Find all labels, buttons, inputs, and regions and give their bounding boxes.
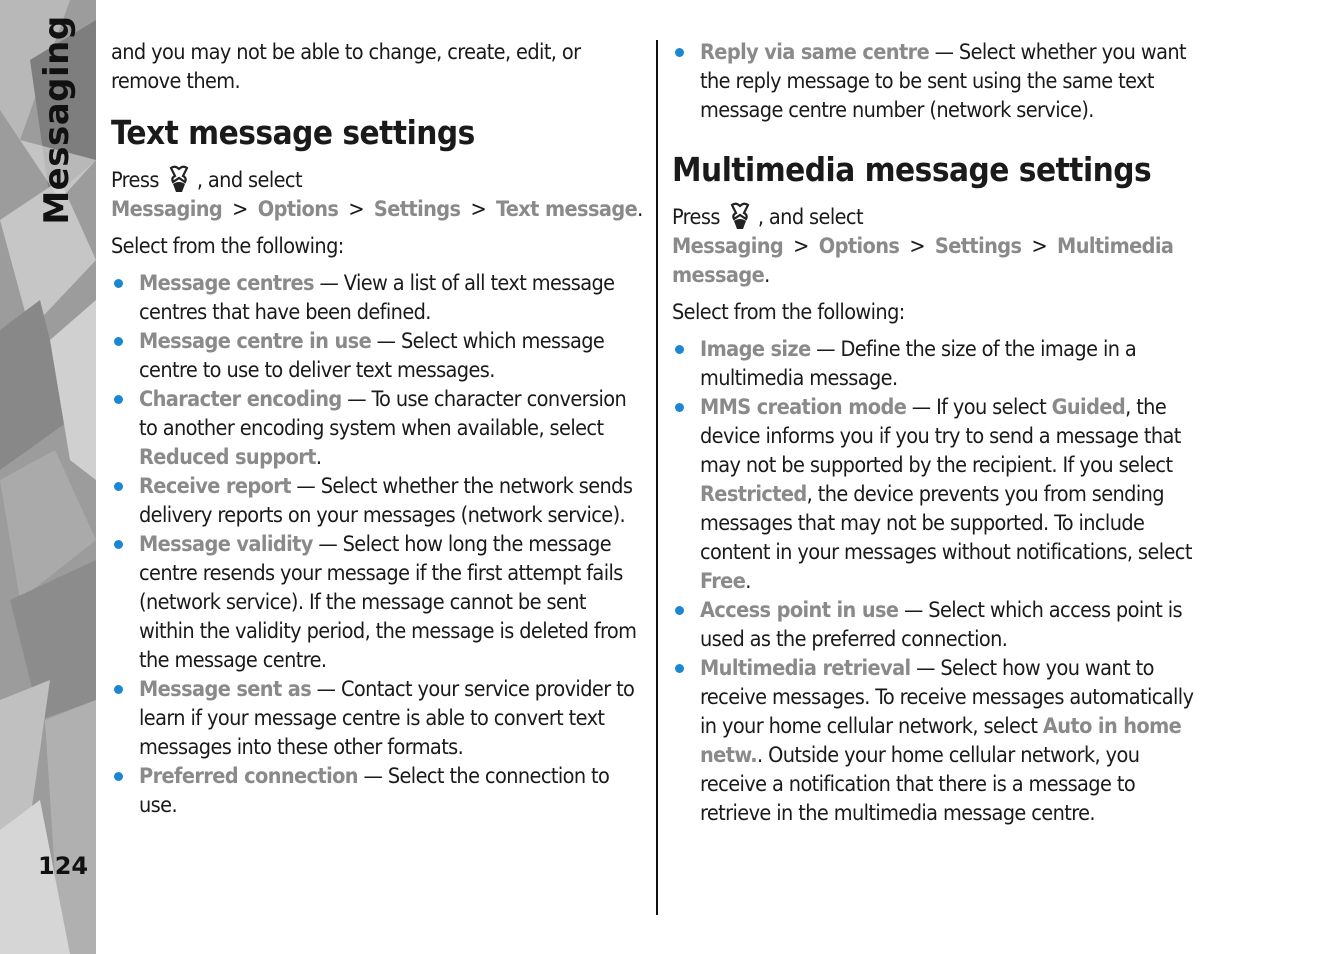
multimedia-message-heading: Multimedia message settings bbox=[672, 150, 1152, 189]
right-column bbox=[672, 38, 1207, 828]
text-message-path: Press , and select Messaging > Options > Settings > Text message. bbox=[111, 164, 643, 224]
list-item: MMS creation mode — If you select Guided, the device informs you if you try to send a message that may not be supported by the recipient. If you select Restricted, the device prevents you from sending messages that may not be supported. To include content in your messages without notifications, select Free. bbox=[672, 393, 1207, 596]
multimedia-message-path: Press , and select Messaging > Options > Settings > Multimedia message. bbox=[672, 201, 1207, 290]
section-title: Messaging bbox=[37, 15, 77, 225]
section-sidebar bbox=[0, 0, 96, 954]
list-item: Message validity — Select how long the message centre resends your message if the first attempt fails (network service). If the message cannot be sent within the validity period, the message is deleted from the message centre. bbox=[111, 530, 643, 675]
list-item: Character encoding — To use character conversion to another encoding system when available, select Reduced support. bbox=[111, 385, 643, 472]
multimedia-settings-list bbox=[672, 335, 1207, 828]
menu-key-icon bbox=[165, 164, 193, 194]
list-item: Message sent as — Contact your service provider to learn if your message centre is able to convert text messages into these other formats. bbox=[111, 675, 643, 762]
left-column bbox=[111, 38, 643, 820]
path-options: Options bbox=[818, 234, 900, 259]
list-item: Receive report — Select whether the network sends delivery reports on your messages (network service). bbox=[111, 472, 643, 530]
path-options: Options bbox=[257, 197, 339, 222]
path-messaging: Messaging bbox=[111, 197, 223, 222]
text-message-heading: Text message settings bbox=[111, 113, 475, 152]
menu-key-icon bbox=[726, 201, 754, 231]
list-item: Preferred connection — Select the connection to use. bbox=[111, 762, 643, 820]
list-item: Image size — Define the size of the image in a multimedia message. bbox=[672, 335, 1207, 393]
page-number: 124 bbox=[38, 852, 89, 880]
path-multimedia-message: Multimedia message bbox=[672, 234, 1174, 288]
select-from-text: Select from the following: bbox=[111, 234, 344, 259]
path-messaging: Messaging bbox=[672, 234, 784, 259]
list-item: Multimedia retrieval — Select how you want to receive messages. To receive messages automatically in your home cellular network, select Auto in home netw.. Outside your home cellular network, you receive a notification that there is a message to retrieve in the multimedia message centre. bbox=[672, 654, 1207, 828]
path-text-message: Text message bbox=[496, 197, 638, 222]
path-settings: Settings bbox=[934, 234, 1022, 259]
intro-text: and you may not be able to change, create, edit, or remove them. bbox=[111, 40, 581, 94]
list-item: Message centres — View a list of all text message centres that have been defined. bbox=[111, 269, 643, 327]
text-settings-list bbox=[111, 269, 643, 820]
continued-list bbox=[672, 38, 1207, 125]
list-item: Access point in use — Select which access point is used as the preferred connection. bbox=[672, 596, 1207, 654]
column-divider bbox=[656, 40, 658, 915]
select-from-text: Select from the following: bbox=[672, 300, 905, 325]
path-settings: Settings bbox=[373, 197, 461, 222]
list-item: Message centre in use — Select which message centre to use to deliver text messages. bbox=[111, 327, 643, 385]
list-item: Reply via same centre — Select whether you want the reply message to be sent using the same text message centre number (network service). bbox=[672, 38, 1207, 125]
